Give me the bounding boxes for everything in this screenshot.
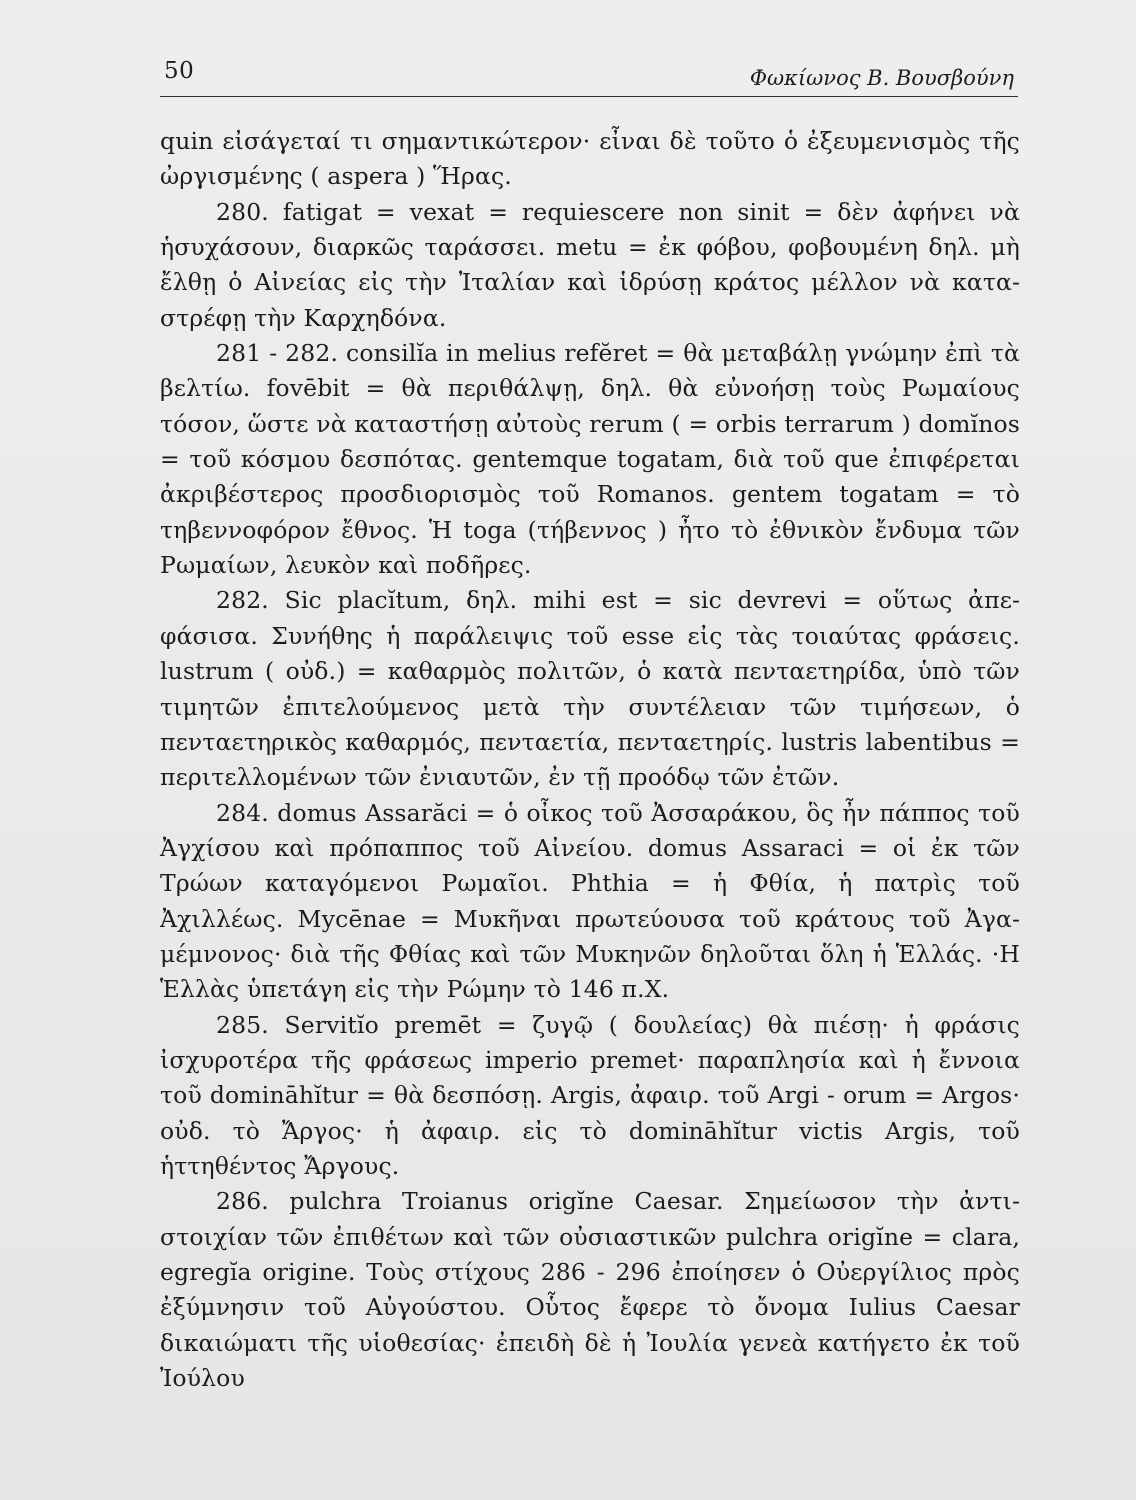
page-number: 50 [164, 58, 195, 84]
page-header [160, 56, 1018, 97]
commentary-text [160, 124, 1020, 1396]
note-280: 280. fatigat = vexat = requiescere non sinit = δὲν ἀφήνει νὰ ἡσυχάσουν, διαρκῶς ταράσσει. metu = ἐκ φόβου, φοβουμένη δηλ. μὴ ἔλθῃ ὁ Αἰνείας εἰς τὴν Ἰταλίαν καὶ ἱδρύσῃ κράτος μέλλον νὰ καταστρέφῃ τὴν Καρχηδόνα. [160, 197, 1020, 332]
paragraph-continuation: quin εἰσάγεταί τι σημαντικώτερον· εἶναι δὲ τοῦτο ὁ ἐξευμενισμὸς τῆς ὠργισμένης ( aspera ) Ἥρας. [160, 127, 1020, 191]
running-head: Φωκίωνος Β. Βουσβούνη [749, 66, 1014, 90]
note-286: 286. pulchra Troianus origĭne Caesar. Σημείωσον τὴν ἀντιστοιχίαν τῶν ἐπιθέτων καὶ τῶν οὐσιαστικῶν pulchra origĭne = clara, egregĭa origine. Τοὺς στίχους 286 - 296 ἐποίησεν ὁ Οὐεργίλιος πρὸς ἐξύμνησιν τοῦ Αὐγούστου. Οὗτος ἔφερε τὸ ὄνομα Iulius Caesar δικαιώματι τῆς υἱοθεσίας· ἐπειδὴ δὲ ἡ Ἰουλία γενεὰ κατήγετο ἐκ τοῦ Ἰούλου [160, 1187, 1020, 1393]
note-281-282: 281 - 282. consilĭa in melius refĕret = θὰ μεταβάλῃ γνώμην ἐπὶ τὰ βελτίω. fovēbit = θὰ περιθάλψῃ, δηλ. θὰ εὐνοήσῃ τοὺς Ρωμαίους τόσον, ὥστε νὰ καταστήσῃ αὐτοὺς rerum ( = orbis terrarum ) domĭnos = τοῦ κόσμου δεσπότας. gentemque togatam, διὰ τοῦ que ἐπιφέρεται ἀκριβέστερος προσδιορισμὸς τοῦ Romanos. gentem togatam = τὸ τηβεννοφόρον ἔθνος. Ἡ toga (τήβεννος ) ἦτο τὸ ἐθνικὸν ἔνδυμα τῶν Ρωμαίων, λευκὸν καὶ ποδῆρες. [160, 339, 1020, 580]
note-282: 282. Sic placĭtum, δηλ. mihi est = sic devrevi = οὕτως ἀπεφάσισα. Συνήθης ἡ παράλειψις τοῦ esse εἰς τὰς τοιαύτας φράσεις. lustrum ( οὐδ.) = καθαρμὸς πολιτῶν, ὁ κατὰ πενταετηρίδα, ὑπὸ τῶν τιμητῶν ἐπιτελούμενος μετὰ τὴν συντέλειαν τῶν τιμήσεων, ὁ πενταετηρικὸς καθαρμός, πενταετία, πενταετηρίς. lustris labentibus = περιτελλομένων τῶν ἐνιαυτῶν, ἐν τῇ προόδῳ τῶν ἐτῶν. [160, 586, 1020, 792]
note-285: 285. Servitĭo premēt = ζυγῷ ( δουλείας) θὰ πιέσῃ· ἡ φράσις ἰσχυροτέρα τῆς φράσεως imperio premet· παραπλησία καὶ ἡ ἔννοια τοῦ domināhĭtur = θὰ δεσπόσῃ. Argis, ἀφαιρ. τοῦ Argi - orum = Argos· οὐδ. τὸ Ἄργος· ἡ ἀφαιρ. εἰς τὸ domināhĭtur victis Argis, τοῦ ἡττηθέντος Ἄργους. [160, 1010, 1020, 1180]
note-284: 284. domus Assarăci = ὁ οἶκος τοῦ Ἀσσαράκου, ὃς ἦν πάππος τοῦ Ἀγχίσου καὶ πρόπαππος τοῦ Αἰνείου. domus Assaraci = οἱ ἐκ τῶν Τρώων καταγόμενοι Ρωμαῖοι. Phthia = ἡ Φθία, ἡ πατρὶς τοῦ Ἀχιλλέως. Mycēnae = Μυκῆναι πρωτεύουσα τοῦ κράτους τοῦ Ἀγαμέμνονος· διὰ τῆς Φθίας καὶ τῶν Μυκηνῶν δηλοῦται ὅλη ἡ Ἑλλάς. ·Η Ἑλλὰς ὑπετάγη εἰς τὴν Ρώμην τὸ 146 π.Χ. [160, 798, 1020, 1004]
